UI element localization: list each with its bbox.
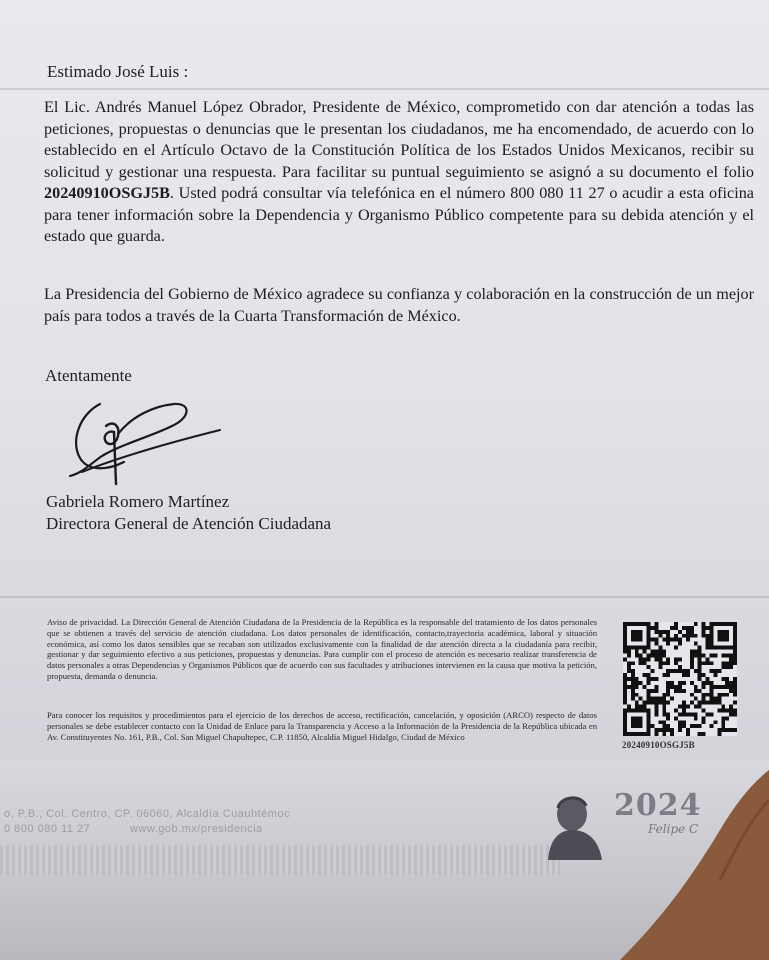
folio-number: 20240910OSGJ5B: [44, 184, 170, 202]
year-mark: 2024: [614, 788, 702, 823]
signer-name: Gabriela Romero Martínez: [46, 492, 230, 511]
qr-caption: 20240910OSGJ5B: [622, 740, 695, 750]
hand-icon: [560, 770, 769, 960]
closing: Atentamente: [45, 366, 132, 385]
body-paragraph-1: [44, 97, 754, 248]
paragraph-1-text: El Lic. Andrés Manuel López Obrador, Presidente de México, comprometido con dar atención a todas las peticiones, propuestas o denuncias que le presentan los ciudadanos, me ha encomendado, de acuerdo con lo establecido en el Artículo Octavo de la Constitución Política de los Estados Unidos Mexicanos, recibir su solicitud y gestionar una respuesta. Para facilitar su puntual seguimiento se asignó a su documento el folio: [44, 98, 754, 181]
signature-icon: [62, 386, 232, 486]
paragraph-1-text-end: . Usted podrá consultar vía telefónica en el número 800 080 11 27 o acudir a esta oficina para tener información sobre la Dependencia y Organismo Público competente para su debida atención y el estado que guarda.: [44, 184, 754, 245]
body-paragraph-2: La Presidencia del Gobierno de México agradece su confianza y colaboración en la construcción de un mejor país para todos a través de la Cuarta Transformación de México.: [44, 285, 754, 325]
fold-line: [0, 88, 769, 90]
footer-web: www.gob.mx/presidencia: [130, 823, 263, 835]
signer-title: Directora General de Atención Ciudadana: [46, 514, 332, 533]
fold-line: [0, 596, 769, 598]
footer-pattern: [0, 845, 560, 875]
qr-code-icon: [620, 622, 740, 736]
salutation: Estimado José Luis :: [47, 62, 189, 81]
privacy-notice-paragraph-1: Aviso de privacidad. La Dirección General de Atención Ciudadana de la Presidencia de la República es la responsable del tratamiento de los datos personales que se obtienen a través del servicio de atención ciudadana. Los datos personales de identificación, contacto,trayectoria académica, laboral y situación económica, así como los datos sensibles que se recaban son utilizados exclusivamente con la finalidad de dar atención directa a la ciudadanía para recibir, gestionar y dar seguimiento efectivo a sus peticiones, propuestas y denuncias. Para cumplir con el proceso de atención es necesario realizar transferencia de datos personales a otras Dependencias y Organismos Públicos que de acuerdo con sus facultades y atribuciones intervienen en la causa que motiva la petición, propuesta, demanda o denuncia.: [47, 617, 597, 681]
privacy-notice-paragraph-2: Para conocer los requisitos y procedimientos para el ejercicio de los derechos de acceso, rectificación, cancelación, y oposición (ARCO) respecto de datos personales se debe establecer contacto con la Unidad de Enlace para la Transparencia y Acceso a la Información de la Presidencia de la República ubicada en Av. Constituyentes No. 161, P.B., Col. San Miguel Chapultepec, C.P. 11850, Alcaldía Miguel Hidalgo, Ciudad de México: [47, 710, 597, 742]
year-caption: Felipe C: [648, 822, 699, 836]
footer-phone: 0 800 080 11 27: [4, 823, 91, 835]
footer-address: o, P.B., Col. Centro, CP. 06060, Alcaldía Cuauhtémoc: [4, 808, 291, 820]
